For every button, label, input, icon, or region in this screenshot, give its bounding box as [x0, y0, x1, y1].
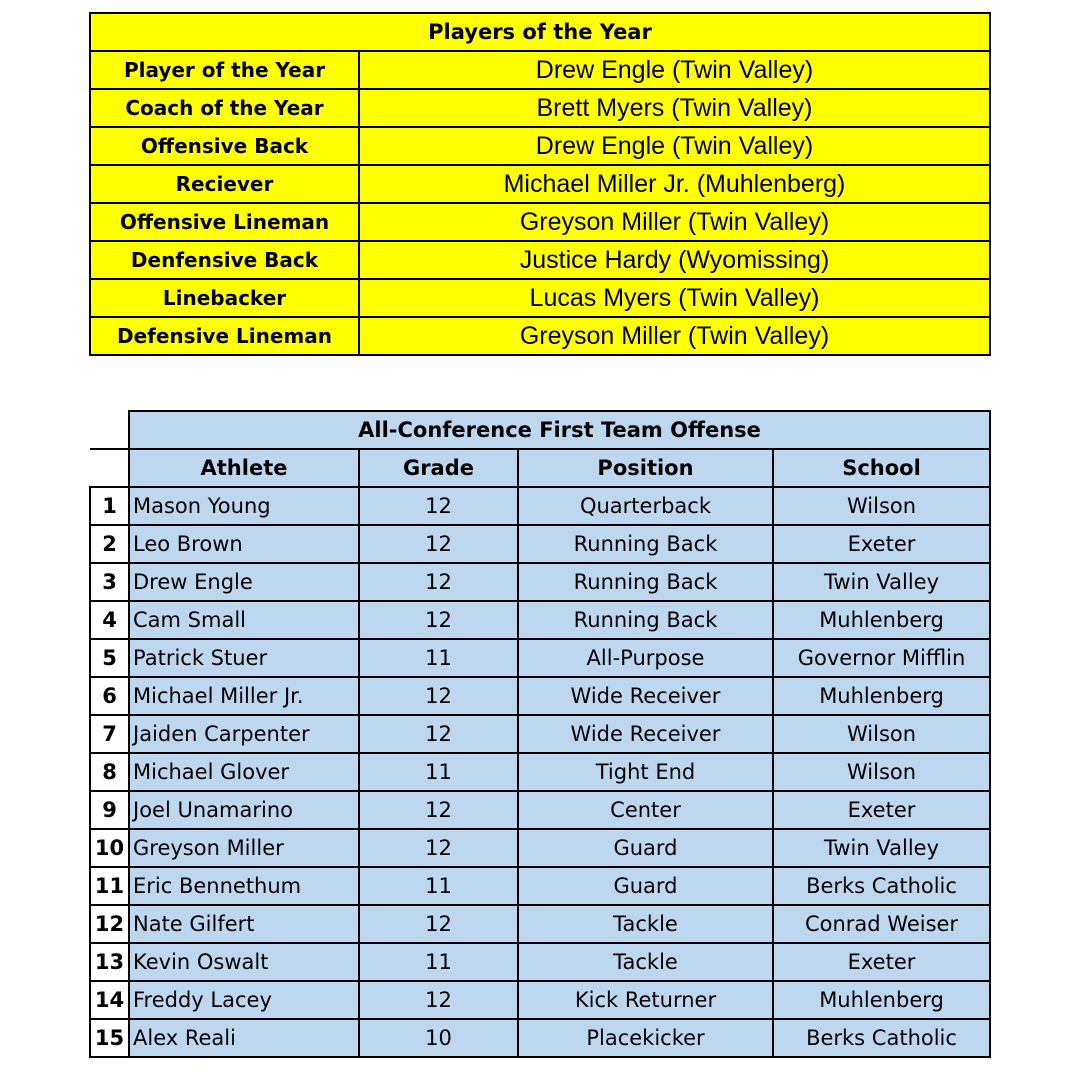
- table-row: [90, 1019, 990, 1057]
- athlete-school: Muhlenberg: [773, 677, 990, 715]
- athlete-grade: 10: [359, 1019, 518, 1057]
- athlete-school: Wilson: [773, 753, 990, 791]
- athlete-name: Kevin Oswalt: [129, 943, 359, 981]
- award-row: [90, 165, 990, 203]
- award-winner: Drew Engle (Twin Valley): [359, 51, 990, 89]
- award-winner: Greyson Miller (Twin Valley): [359, 317, 990, 355]
- offense-header-row: [90, 449, 990, 487]
- athlete-school: Wilson: [773, 715, 990, 753]
- athlete-position: Tackle: [518, 943, 773, 981]
- athlete-position: Wide Receiver: [518, 715, 773, 753]
- award-label: Offensive Lineman: [90, 203, 359, 241]
- athlete-grade: 11: [359, 867, 518, 905]
- athlete-name: Michael Glover: [129, 753, 359, 791]
- award-row: [90, 279, 990, 317]
- athlete-position: Guard: [518, 829, 773, 867]
- athlete-school: Wilson: [773, 487, 990, 525]
- award-winner: Drew Engle (Twin Valley): [359, 127, 990, 165]
- athlete-name: Freddy Lacey: [129, 981, 359, 1019]
- table-row: [90, 981, 990, 1019]
- athlete-name: Jaiden Carpenter: [129, 715, 359, 753]
- athlete-position: Running Back: [518, 601, 773, 639]
- table-row: [90, 943, 990, 981]
- award-label: Coach of the Year: [90, 89, 359, 127]
- row-number: 14: [90, 981, 129, 1019]
- athlete-position: Tight End: [518, 753, 773, 791]
- offense-title-row: [90, 411, 990, 449]
- header-school: School: [773, 449, 990, 487]
- award-winner: Brett Myers (Twin Valley): [359, 89, 990, 127]
- row-number: 8: [90, 753, 129, 791]
- offense-title: All-Conference First Team Offense: [129, 411, 990, 449]
- header-position: Position: [518, 449, 773, 487]
- table-row: [90, 601, 990, 639]
- award-row: [90, 203, 990, 241]
- athlete-name: Nate Gilfert: [129, 905, 359, 943]
- athlete-grade: 12: [359, 905, 518, 943]
- awards-title: Players of the Year: [90, 13, 990, 51]
- row-number: 3: [90, 563, 129, 601]
- award-row: [90, 317, 990, 355]
- athlete-position: Running Back: [518, 563, 773, 601]
- row-number: 7: [90, 715, 129, 753]
- table-row: [90, 639, 990, 677]
- athlete-grade: 12: [359, 715, 518, 753]
- athlete-position: Quarterback: [518, 487, 773, 525]
- athlete-grade: 12: [359, 525, 518, 563]
- athlete-school: Exeter: [773, 525, 990, 563]
- athlete-school: Twin Valley: [773, 829, 990, 867]
- row-number: 13: [90, 943, 129, 981]
- athlete-grade: 12: [359, 677, 518, 715]
- award-label: Reciever: [90, 165, 359, 203]
- athlete-position: Placekicker: [518, 1019, 773, 1057]
- award-label: Player of the Year: [90, 51, 359, 89]
- athlete-grade: 12: [359, 601, 518, 639]
- athlete-name: Greyson Miller: [129, 829, 359, 867]
- athlete-position: Kick Returner: [518, 981, 773, 1019]
- athlete-school: Exeter: [773, 791, 990, 829]
- athlete-name: Joel Unamarino: [129, 791, 359, 829]
- athlete-grade: 11: [359, 753, 518, 791]
- athlete-name: Cam Small: [129, 601, 359, 639]
- athlete-grade: 12: [359, 487, 518, 525]
- athlete-name: Mason Young: [129, 487, 359, 525]
- award-winner: Greyson Miller (Twin Valley): [359, 203, 990, 241]
- table-row: [90, 487, 990, 525]
- athlete-grade: 12: [359, 563, 518, 601]
- athlete-school: Berks Catholic: [773, 1019, 990, 1057]
- athlete-grade: 11: [359, 943, 518, 981]
- athlete-name: Eric Bennethum: [129, 867, 359, 905]
- athlete-school: Conrad Weiser: [773, 905, 990, 943]
- athlete-school: Muhlenberg: [773, 981, 990, 1019]
- row-number: 11: [90, 867, 129, 905]
- athlete-grade: 12: [359, 791, 518, 829]
- award-label: Denfensive Back: [90, 241, 359, 279]
- athlete-position: All-Purpose: [518, 639, 773, 677]
- athlete-school: Twin Valley: [773, 563, 990, 601]
- award-row: [90, 127, 990, 165]
- table-row: [90, 715, 990, 753]
- award-label: Defensive Lineman: [90, 317, 359, 355]
- award-row: [90, 89, 990, 127]
- blank-cell: [90, 449, 129, 487]
- athlete-name: Patrick Stuer: [129, 639, 359, 677]
- first-team-offense-table: [89, 410, 991, 1058]
- header-grade: Grade: [359, 449, 518, 487]
- athlete-school: Muhlenberg: [773, 601, 990, 639]
- table-row: [90, 867, 990, 905]
- players-of-the-year-table: [89, 12, 991, 356]
- athlete-school: Exeter: [773, 943, 990, 981]
- athlete-position: Guard: [518, 867, 773, 905]
- athlete-school: Berks Catholic: [773, 867, 990, 905]
- athlete-grade: 12: [359, 829, 518, 867]
- table-row: [90, 791, 990, 829]
- table-row: [90, 905, 990, 943]
- row-number: 10: [90, 829, 129, 867]
- award-winner: Lucas Myers (Twin Valley): [359, 279, 990, 317]
- blank-cell: [90, 411, 129, 449]
- award-label: Offensive Back: [90, 127, 359, 165]
- athlete-school: Governor Mifflin: [773, 639, 990, 677]
- row-number: 5: [90, 639, 129, 677]
- athlete-name: Alex Reali: [129, 1019, 359, 1057]
- athlete-name: Leo Brown: [129, 525, 359, 563]
- athlete-position: Running Back: [518, 525, 773, 563]
- table-row: [90, 563, 990, 601]
- award-label: Linebacker: [90, 279, 359, 317]
- row-number: 4: [90, 601, 129, 639]
- athlete-name: Michael Miller Jr.: [129, 677, 359, 715]
- table-row: [90, 677, 990, 715]
- row-number: 6: [90, 677, 129, 715]
- table-row: [90, 525, 990, 563]
- award-row: [90, 241, 990, 279]
- athlete-grade: 12: [359, 981, 518, 1019]
- awards-title-row: [90, 13, 990, 51]
- row-number: 15: [90, 1019, 129, 1057]
- award-row: [90, 51, 990, 89]
- athlete-position: Center: [518, 791, 773, 829]
- athlete-position: Wide Receiver: [518, 677, 773, 715]
- athlete-position: Tackle: [518, 905, 773, 943]
- row-number: 12: [90, 905, 129, 943]
- table-row: [90, 829, 990, 867]
- award-winner: Justice Hardy (Wyomissing): [359, 241, 990, 279]
- row-number: 9: [90, 791, 129, 829]
- athlete-name: Drew Engle: [129, 563, 359, 601]
- athlete-grade: 11: [359, 639, 518, 677]
- header-athlete: Athlete: [129, 449, 359, 487]
- award-winner: Michael Miller Jr. (Muhlenberg): [359, 165, 990, 203]
- row-number: 2: [90, 525, 129, 563]
- table-row: [90, 753, 990, 791]
- row-number: 1: [90, 487, 129, 525]
